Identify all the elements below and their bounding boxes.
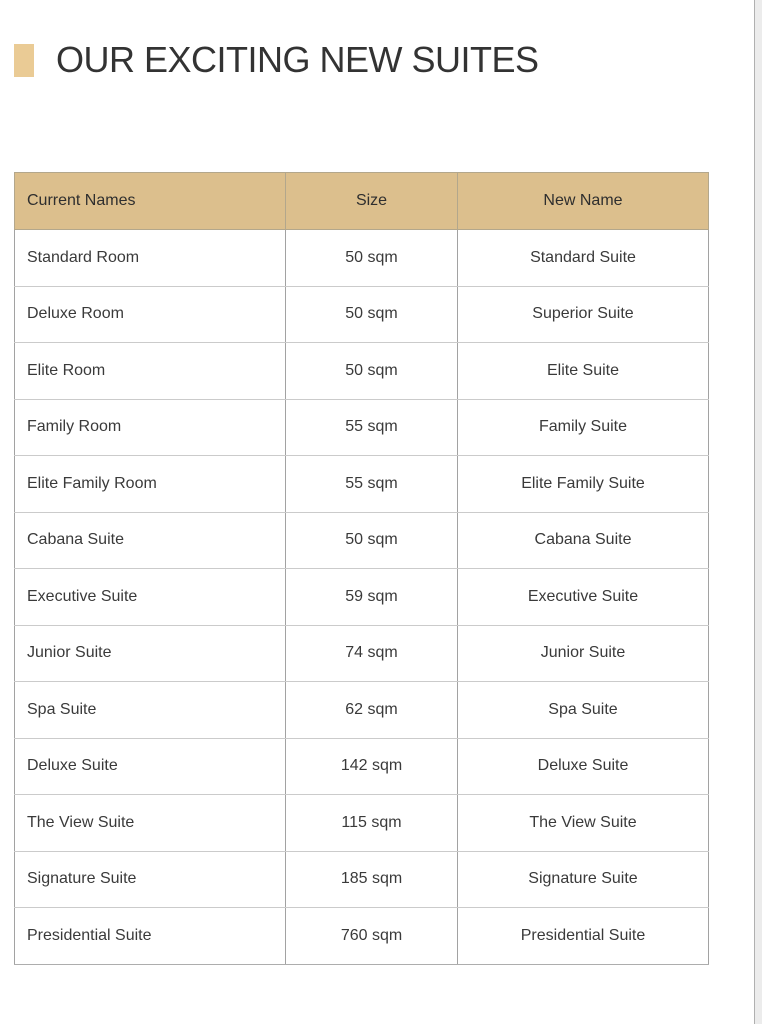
- page-edge-gutter: [754, 0, 762, 1024]
- cell-new-name: Executive Suite: [458, 569, 709, 626]
- cell-size: 50 sqm: [286, 512, 458, 569]
- table-row: [15, 512, 709, 569]
- table-body: [15, 230, 709, 965]
- cell-size: 62 sqm: [286, 682, 458, 739]
- cell-current-name: Elite Room: [15, 343, 286, 400]
- cell-current-name: The View Suite: [15, 795, 286, 852]
- title-accent-marker: [14, 44, 34, 77]
- cell-new-name: Deluxe Suite: [458, 738, 709, 795]
- cell-current-name: Signature Suite: [15, 851, 286, 908]
- table-row: [15, 625, 709, 682]
- cell-current-name: Deluxe Room: [15, 286, 286, 343]
- cell-current-name: Junior Suite: [15, 625, 286, 682]
- cell-new-name: Spa Suite: [458, 682, 709, 739]
- cell-new-name: Superior Suite: [458, 286, 709, 343]
- table-row: [15, 569, 709, 626]
- cell-new-name: Junior Suite: [458, 625, 709, 682]
- cell-new-name: Elite Suite: [458, 343, 709, 400]
- cell-current-name: Presidential Suite: [15, 908, 286, 965]
- cell-size: 185 sqm: [286, 851, 458, 908]
- cell-size: 59 sqm: [286, 569, 458, 626]
- cell-new-name: Signature Suite: [458, 851, 709, 908]
- cell-current-name: Elite Family Room: [15, 456, 286, 513]
- cell-current-name: Cabana Suite: [15, 512, 286, 569]
- cell-new-name: Cabana Suite: [458, 512, 709, 569]
- cell-current-name: Standard Room: [15, 230, 286, 287]
- table-row: [15, 682, 709, 739]
- cell-current-name: Executive Suite: [15, 569, 286, 626]
- cell-size: 55 sqm: [286, 399, 458, 456]
- table-row: [15, 795, 709, 852]
- cell-new-name: Family Suite: [458, 399, 709, 456]
- cell-size: 55 sqm: [286, 456, 458, 513]
- cell-size: 760 sqm: [286, 908, 458, 965]
- suites-table: [14, 172, 709, 965]
- cell-current-name: Spa Suite: [15, 682, 286, 739]
- table-header-row: [15, 173, 709, 230]
- cell-size: 50 sqm: [286, 230, 458, 287]
- cell-new-name: Presidential Suite: [458, 908, 709, 965]
- cell-new-name: The View Suite: [458, 795, 709, 852]
- cell-new-name: Standard Suite: [458, 230, 709, 287]
- page-title: OUR EXCITING NEW SUITES: [56, 39, 539, 80]
- column-header-current-names: Current Names: [15, 173, 286, 230]
- cell-size: 50 sqm: [286, 286, 458, 343]
- table-row: [15, 738, 709, 795]
- table-row: [15, 343, 709, 400]
- table-row: [15, 230, 709, 287]
- column-header-new-name: New Name: [458, 173, 709, 230]
- cell-current-name: Deluxe Suite: [15, 738, 286, 795]
- cell-size: 115 sqm: [286, 795, 458, 852]
- table-row: [15, 399, 709, 456]
- table-row: [15, 851, 709, 908]
- table-row: [15, 456, 709, 513]
- table-row: [15, 908, 709, 965]
- cell-new-name: Elite Family Suite: [458, 456, 709, 513]
- table-row: [15, 286, 709, 343]
- column-header-size: Size: [286, 173, 458, 230]
- cell-size: 74 sqm: [286, 625, 458, 682]
- cell-size: 50 sqm: [286, 343, 458, 400]
- cell-size: 142 sqm: [286, 738, 458, 795]
- cell-current-name: Family Room: [15, 399, 286, 456]
